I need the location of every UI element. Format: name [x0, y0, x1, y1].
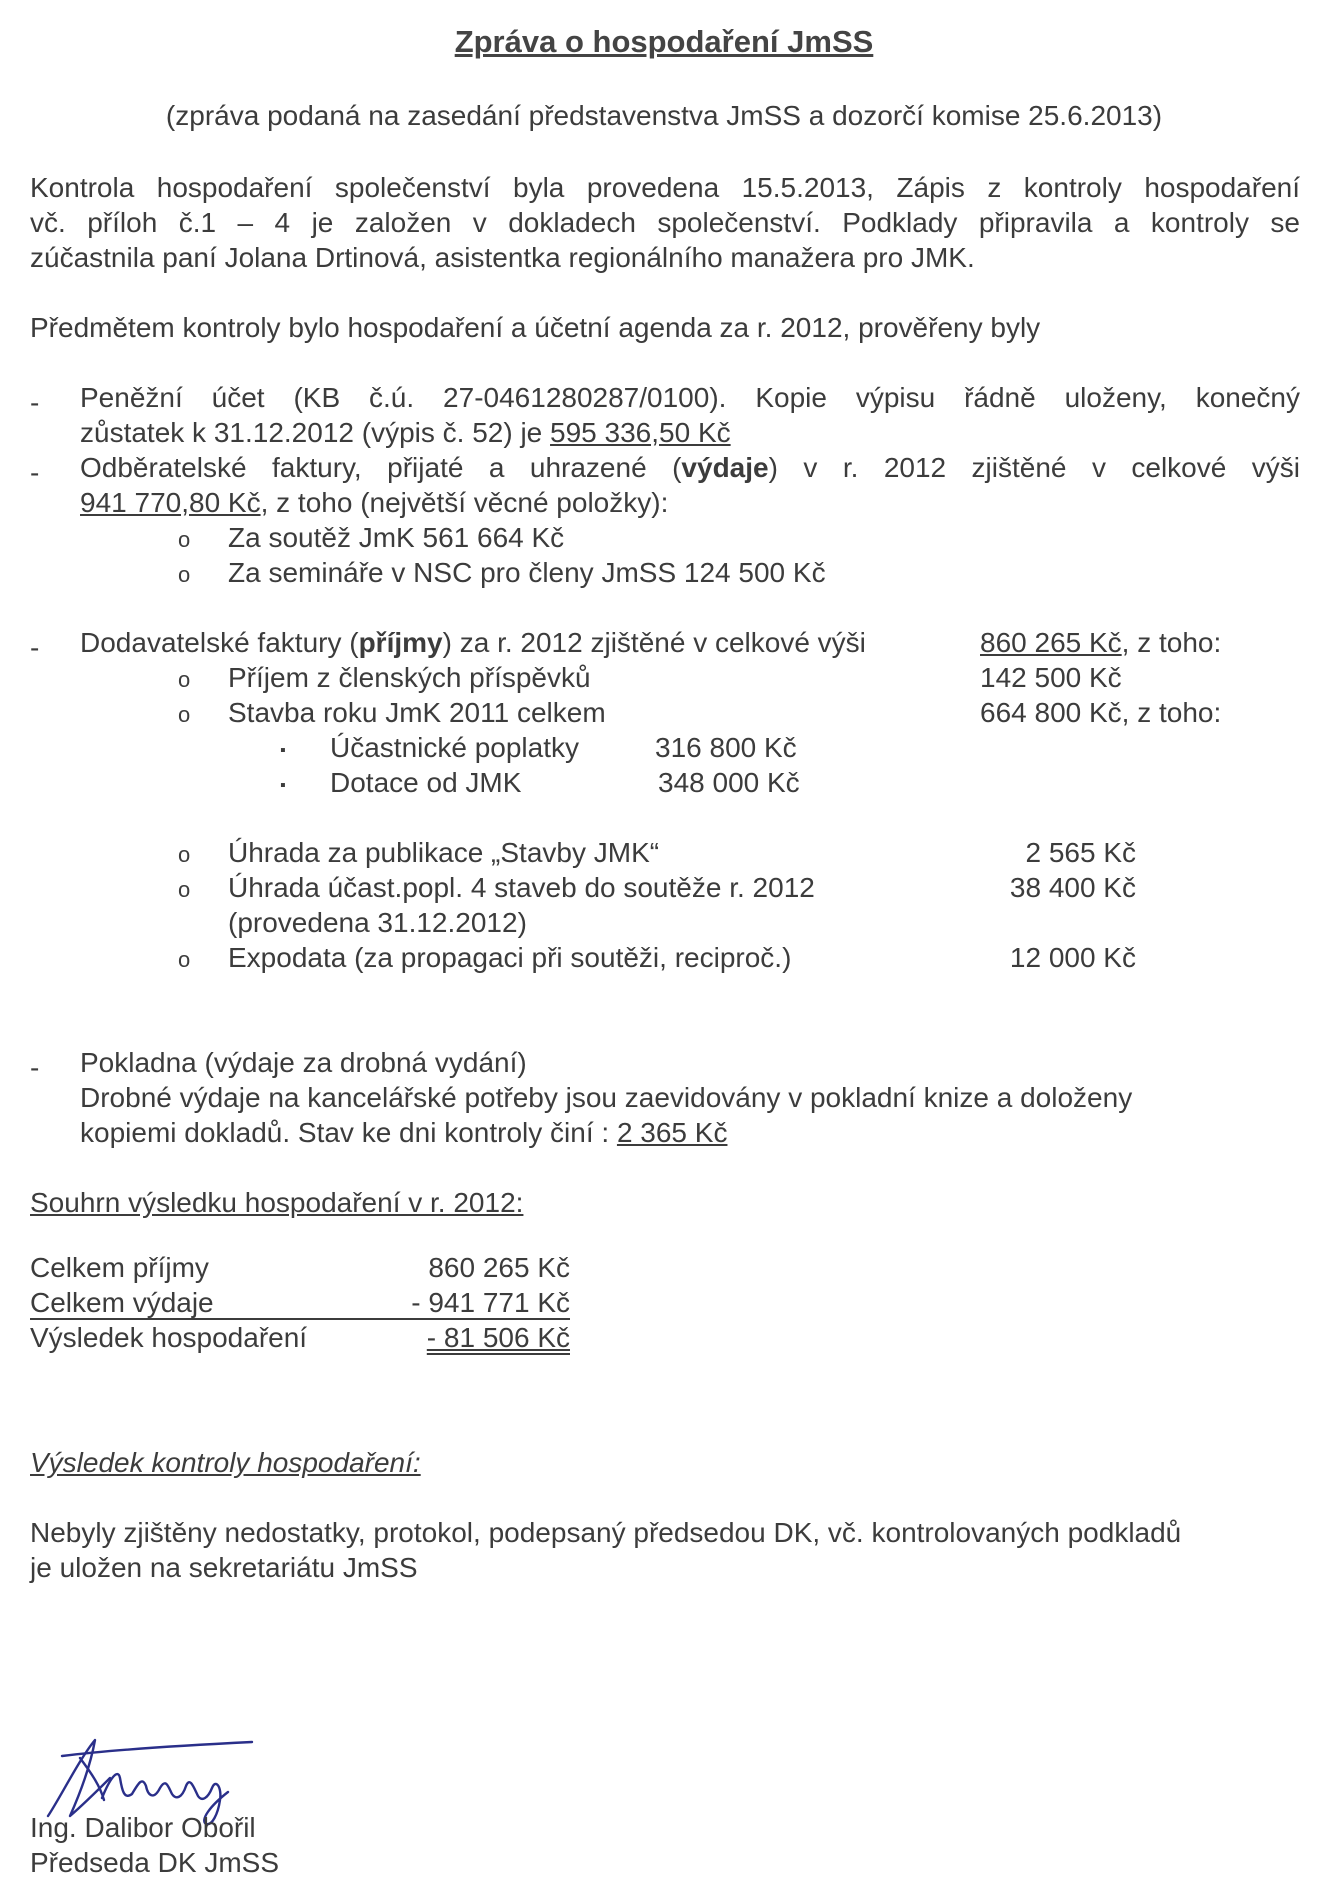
summary-table [30, 1250, 570, 1355]
sub-income-value: 316 800 Kč [655, 732, 797, 763]
income-item-label: Příjem z členských příspěvků [228, 662, 591, 693]
expenses-total: 941 770,80 Kč [80, 487, 261, 518]
summary-row [30, 1285, 570, 1320]
income-item-label: Expodata (za propagaci při soutěži, reciproč.) [228, 942, 792, 973]
summary-result: - 81 506 Kč [426, 1322, 570, 1353]
item4-line-2: Drobné výdaje na kancelářské potřeby jsou zaevidovány v pokladní knize a doloženy [80, 1082, 1133, 1113]
circle-bullet: o [178, 667, 191, 692]
summary-heading: Souhrn výsledku hospodaření v r. 2012: [30, 1187, 524, 1218]
expenses-label: výdaje [681, 452, 769, 483]
square-bullet: ▪ [280, 777, 286, 794]
circle-bullet: o [178, 877, 191, 902]
income-item-value: 142 500 Kč [980, 662, 1122, 693]
subject-line: Předmětem kontroly bylo hospodaření a účetní agenda za r. 2012, prověřeny byly [30, 312, 1041, 343]
result-line-2: je uložen na sekretariátu JmSS [30, 1552, 418, 1583]
item2-line-1 [80, 450, 1300, 485]
list-dash: - [30, 1052, 40, 1083]
list-dash: - [30, 457, 40, 488]
income-total-suffix: , z toho: [1121, 627, 1222, 658]
cash-balance: 2 365 Kč [616, 1117, 728, 1148]
expense-item: Za semináře v NSC pro členy JmSS 124 500 Kč [228, 557, 826, 588]
income-item-value: 38 400 Kč [1009, 872, 1136, 903]
intro-line-3: zúčastnila paní Jolana Drtinová, asistentka regionálního manažera pro JMK. [30, 242, 975, 273]
income-label: příjmy [358, 627, 443, 658]
circle-bullet: o [178, 562, 191, 587]
summary-label: Celkem příjmy [30, 1252, 209, 1283]
bank-balance: 595 336,50 Kč [550, 417, 731, 448]
signatory-role: Předseda DK JmSS [30, 1847, 279, 1878]
income-item-value: 2 565 Kč [1025, 837, 1136, 868]
item1-line-1: Peněžní účet (KB č.ú. 27-0461280287/0100). Kopie výpisu řádně uloženy, konečný [80, 382, 1300, 413]
item2-text-a: Odběratelské faktury, přijaté a uhrazené ( [80, 452, 682, 483]
sub-income-label: Účastnické poplatky [330, 732, 580, 763]
item4-line-1: Pokladna (výdaje za drobná vydání) [80, 1047, 527, 1078]
income-total: 860 265 Kč [980, 627, 1122, 658]
income-item-note: (provedena 31.12.2012) [228, 907, 527, 938]
income-item-value: 12 000 Kč [1009, 942, 1136, 973]
summary-row [30, 1320, 570, 1355]
circle-bullet: o [178, 702, 191, 727]
item3-text-c: ) za r. 2012 zjištěné v celkové výši [442, 627, 866, 658]
document-subtitle: (zpráva podaná na zasedání představenstva JmSS a dozorčí komise 25.6.2013) [165, 100, 1163, 131]
document-title: Zpráva o hospodaření JmSS [454, 24, 874, 59]
list-dash: - [30, 632, 40, 663]
result-heading: Výsledek kontroly hospodaření: [30, 1447, 421, 1478]
item2-text-c: ) v r. 2012 zjištěné v celkové výši [768, 452, 1300, 483]
summary-value: 860 265 Kč [428, 1252, 570, 1283]
item4-line-3 [80, 1115, 1300, 1150]
item1-line-2 [80, 415, 1300, 450]
income-item-label: Úhrada účast.popl. 4 staveb do soutěže r. 2012 [228, 872, 815, 903]
income-total-line [980, 625, 1221, 660]
circle-bullet: o [178, 947, 191, 972]
item3-text-a: Dodavatelské faktury ( [80, 627, 359, 658]
item2-line-2 [80, 485, 1300, 520]
item1-text: zůstatek k 31.12.2012 (výpis č. 52) je [80, 417, 551, 448]
income-item-value: 664 800 Kč, z toho: [980, 697, 1222, 728]
income-item-label: Úhrada za publikace „Stavby JMK“ [228, 837, 660, 868]
item4-text: kopiemi dokladů. Stav ke dni kontroly činí : [80, 1117, 617, 1148]
summary-row [30, 1250, 570, 1285]
intro-line-2: vč. příloh č.1 – 4 je založen v dokladech společenství. Podklady připravila a kontroly se [30, 207, 1300, 238]
circle-bullet: o [178, 842, 191, 867]
sub-income-label: Dotace od JMK [330, 767, 522, 798]
item2-text-d: , z toho (největší věcné položky): [260, 487, 669, 518]
expense-item: Za soutěž JmK 561 664 Kč [228, 522, 565, 553]
circle-bullet: o [178, 527, 191, 552]
summary-label: Výsledek hospodaření [30, 1322, 308, 1353]
result-line-1: Nebyly zjištěny nedostatky, protokol, podepsaný předsedou DK, vč. kontrolovaných podkladů [30, 1517, 1182, 1548]
list-dash: - [30, 387, 40, 418]
sub-income-value: 348 000 Kč [658, 767, 800, 798]
summary-value: - 941 771 Kč [411, 1287, 570, 1318]
intro-line-1: Kontrola hospodaření společenství byla provedena 15.5.2013, Zápis z kontroly hospodaření [30, 172, 1300, 203]
income-item-label: Stavba roku JmK 2011 celkem [228, 697, 606, 728]
signatory-name: Ing. Dalibor Obořil [30, 1812, 256, 1843]
square-bullet: ▪ [280, 742, 286, 759]
summary-label: Celkem výdaje [30, 1287, 214, 1318]
